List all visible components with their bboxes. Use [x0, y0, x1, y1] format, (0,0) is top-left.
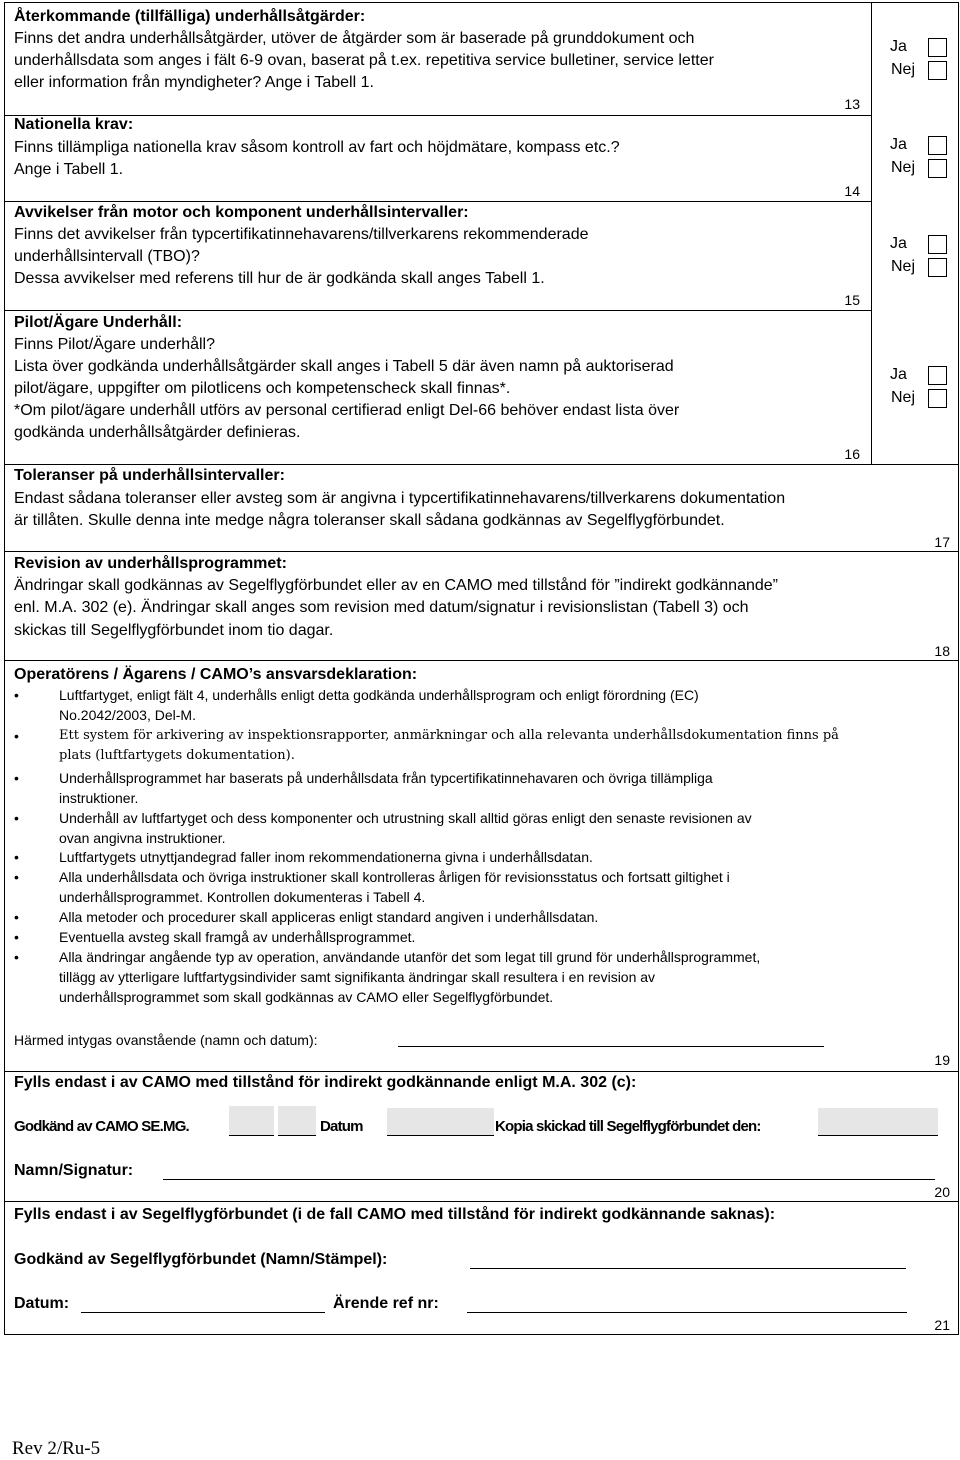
section-17-text: är tillåten. Skulle denna inte medge några toleranser skall sådana godkännas av Segelflygförbundet.: [14, 512, 725, 529]
field-number: 14: [844, 183, 860, 199]
section-16-title: Pilot/Ägare Underhåll:: [14, 314, 183, 331]
signature-label: Namn/Signatur:: [14, 1162, 134, 1179]
date-label: Datum:: [14, 1295, 70, 1312]
nej-checkbox[interactable]: [928, 159, 947, 178]
case-ref-label: Ärende ref nr:: [333, 1295, 439, 1312]
copy-sent-label: Kopia skickad till Segelflygförbundet den:: [495, 1118, 761, 1135]
nej-checkbox[interactable]: [928, 389, 947, 408]
bullet-marker: •: [14, 949, 19, 965]
declaration-item-text: Underhållsprogrammet har baserats på underhållsdata från typcertifikatinnehavaren och övriga tillämpliga: [59, 770, 713, 786]
ja-checkbox[interactable]: [928, 366, 947, 385]
section-13-title: Återkommande (tillfälliga) underhållsåtgärder:: [14, 8, 366, 25]
section-16-text: *Om pilot/ägare underhåll utförs av personal certifierad enligt Del-66 behöver endast lista över: [14, 402, 680, 419]
section-18-title: Revision av underhållsprogrammet:: [14, 555, 287, 572]
field-number: 19: [934, 1052, 950, 1068]
shaded-field: [229, 1106, 274, 1136]
section-18-text: Ändringar skall godkännas av Segelflygförbundet eller av en CAMO med tillstånd för ”indirekt godkännande”: [14, 577, 778, 594]
nej-label: Nej: [891, 61, 916, 78]
declaration-item-text: Alla underhållsdata och övriga instruktioner skall kontrolleras årligen för revisionsstatus och fortsatt giltighet i: [59, 869, 730, 885]
nej-label: Nej: [891, 389, 916, 406]
nej-checkbox[interactable]: [928, 258, 947, 277]
signature-field[interactable]: [163, 1179, 935, 1180]
field-number: 15: [844, 292, 860, 308]
section-14-text: Ange i Tabell 1.: [14, 161, 124, 178]
section-19-title: Operatörens / Ägarens / CAMO’s ansvarsdeklaration:: [14, 666, 418, 683]
section-13-text: Finns det andra underhållsåtgärder, utöver de åtgärder som är baserade på grunddokument och: [14, 30, 695, 47]
declaration-item-text: Luftfartyget, enligt fält 4, underhålls enligt detta godkända underhållsprogram och enligt förordning (EC): [59, 687, 699, 703]
section-15-text: underhållsintervall (TBO)?: [14, 248, 200, 265]
section-13-text: eller information från myndigheter? Ange i Tabell 1.: [14, 74, 374, 91]
ja-label: Ja: [890, 235, 907, 252]
declaration-item-text: instruktioner.: [59, 790, 139, 806]
sfg-approved-field[interactable]: [470, 1268, 906, 1269]
field-number: 20: [934, 1184, 950, 1200]
field-number: 17: [934, 534, 950, 550]
field-number: 21: [934, 1317, 950, 1333]
case-ref-field[interactable]: [467, 1312, 907, 1313]
attest-label: Härmed intygas ovanstående (namn och datum):: [14, 1032, 318, 1048]
ja-label: Ja: [890, 366, 907, 383]
section-15-text: Dessa avvikelser med referens till hur de är godkända skall anges Tabell 1.: [14, 270, 545, 287]
date-field[interactable]: [81, 1312, 325, 1313]
ja-label: Ja: [890, 38, 907, 55]
copy-sent-date-field[interactable]: [818, 1135, 938, 1136]
field-number: 18: [934, 643, 950, 659]
declaration-item-text: Luftfartygets utnyttjandegrad faller inom rekommendationerna givna i underhållsdatan.: [59, 849, 593, 865]
revision-footer: Rev 2/Ru-5: [12, 1438, 101, 1459]
section-14-title: Nationella krav:: [14, 116, 134, 133]
shaded-field: [278, 1106, 316, 1136]
declaration-item-text: tillägg av ytterligare luftfartygsindivider samt signifikanta ändringar skall resultera i en revision av: [59, 969, 656, 985]
camo-number-field[interactable]: [229, 1135, 274, 1136]
ja-checkbox[interactable]: [928, 136, 947, 155]
field-number: 16: [844, 446, 860, 462]
section-21-title: Fylls endast i av Segelflygförbundet (i de fall CAMO med tillstånd för indirekt godkännande saknas):: [14, 1206, 776, 1223]
section-14-text: Finns tillämpliga nationella krav såsom kontroll av fart och höjdmätare, kompass etc.?: [14, 139, 620, 156]
section-13-text: underhållsdata som anges i fält 6-9 ovan, baserat på t.ex. repetitiva service bulletiner, service letter: [14, 52, 714, 69]
section-17-text: Endast sådana toleranser eller avsteg som är angivna i typcertifikatinnehavarens/tillverkarens dokumentation: [14, 490, 786, 507]
sfg-approved-label: Godkänd av Segelflygförbundet (Namn/Stämpel):: [14, 1251, 388, 1268]
attest-line[interactable]: [398, 1046, 824, 1047]
declaration-item-text: Alla metoder och procedurer skall appliceras enligt standard angiven i underhållsdatan.: [59, 909, 599, 925]
date-label: Datum: [320, 1118, 363, 1135]
bullet-marker: •: [14, 929, 19, 945]
nej-label: Nej: [891, 258, 916, 275]
camo-approved-label: Godkänd av CAMO SE.MG.: [14, 1118, 189, 1135]
bullet-marker: •: [14, 849, 19, 865]
section-15-title: Avvikelser från motor och komponent underhållsintervaller:: [14, 204, 469, 221]
section-16-text: Finns Pilot/Ägare underhåll?: [14, 336, 216, 353]
bullet-marker: •: [14, 909, 19, 925]
section-16-text: godkända underhållsåtgärder definieras.: [14, 424, 301, 441]
section-16-text: pilot/ägare, uppgifter om pilotlicens och kompetenscheck skall finnas*.: [14, 380, 511, 397]
nej-label: Nej: [891, 159, 916, 176]
declaration-item-text: Ett system för arkivering av inspektionsrapporter, anmärkningar och alla relevanta underhållsdokumentation finns på: [59, 728, 839, 743]
declaration-item-text: No.2042/2003, Del-M.: [59, 707, 196, 723]
ja-checkbox[interactable]: [928, 235, 947, 254]
date-field[interactable]: [387, 1135, 494, 1136]
bullet-marker: •: [14, 770, 19, 786]
section-17-title: Toleranser på underhållsintervaller:: [14, 467, 285, 484]
camo-number-field[interactable]: [278, 1135, 316, 1136]
declaration-item-text: plats (luftfartygets dokumentation).: [59, 748, 295, 763]
section-18-text: enl. M.A. 302 (e). Ändringar skall anges som revision med datum/signatur i revisionslistan (Tabell 3) och: [14, 599, 749, 616]
bullet-marker: •: [14, 869, 19, 885]
section-18-text: skickas till Segelflygförbundet inom tio dagar.: [14, 622, 334, 639]
section-16-text: Lista över godkända underhållsåtgärder skall anges i Tabell 5 där även namn på auktoriserad: [14, 358, 674, 375]
declaration-item-text: underhållsprogrammet som skall godkännas av CAMO eller Segelflygförbundet.: [59, 989, 554, 1005]
section-15-text: Finns det avvikelser från typcertifikatinnehavarens/tillverkarens rekommenderade: [14, 226, 589, 243]
declaration-item-text: underhållsprogrammet. Kontrollen dokumenteras i Tabell 4.: [59, 889, 426, 905]
bullet-marker: •: [14, 687, 19, 703]
shaded-field: [387, 1108, 494, 1136]
declaration-item-text: ovan angivna instruktioner.: [59, 830, 226, 846]
nej-checkbox[interactable]: [928, 61, 947, 80]
field-number: 13: [844, 96, 860, 112]
section-20-title: Fylls endast i av CAMO med tillstånd för indirekt godkännande enligt M.A. 302 (c):: [14, 1074, 637, 1091]
ja-checkbox[interactable]: [928, 38, 947, 57]
declaration-item-text: Alla ändringar angående typ av operation, användande utanför det som legat till grund för underhållsprogrammet,: [59, 949, 761, 965]
bullet-marker: •: [14, 728, 19, 744]
ja-label: Ja: [890, 136, 907, 153]
shaded-field: [818, 1108, 938, 1136]
declaration-item-text: Underhåll av luftfartyget och dess komponenter och utrustning skall alltid göras enligt den senaste revisionen av: [59, 810, 752, 826]
bullet-marker: •: [14, 810, 19, 826]
declaration-item-text: Eventuella avsteg skall framgå av underhållsprogrammet.: [59, 929, 416, 945]
